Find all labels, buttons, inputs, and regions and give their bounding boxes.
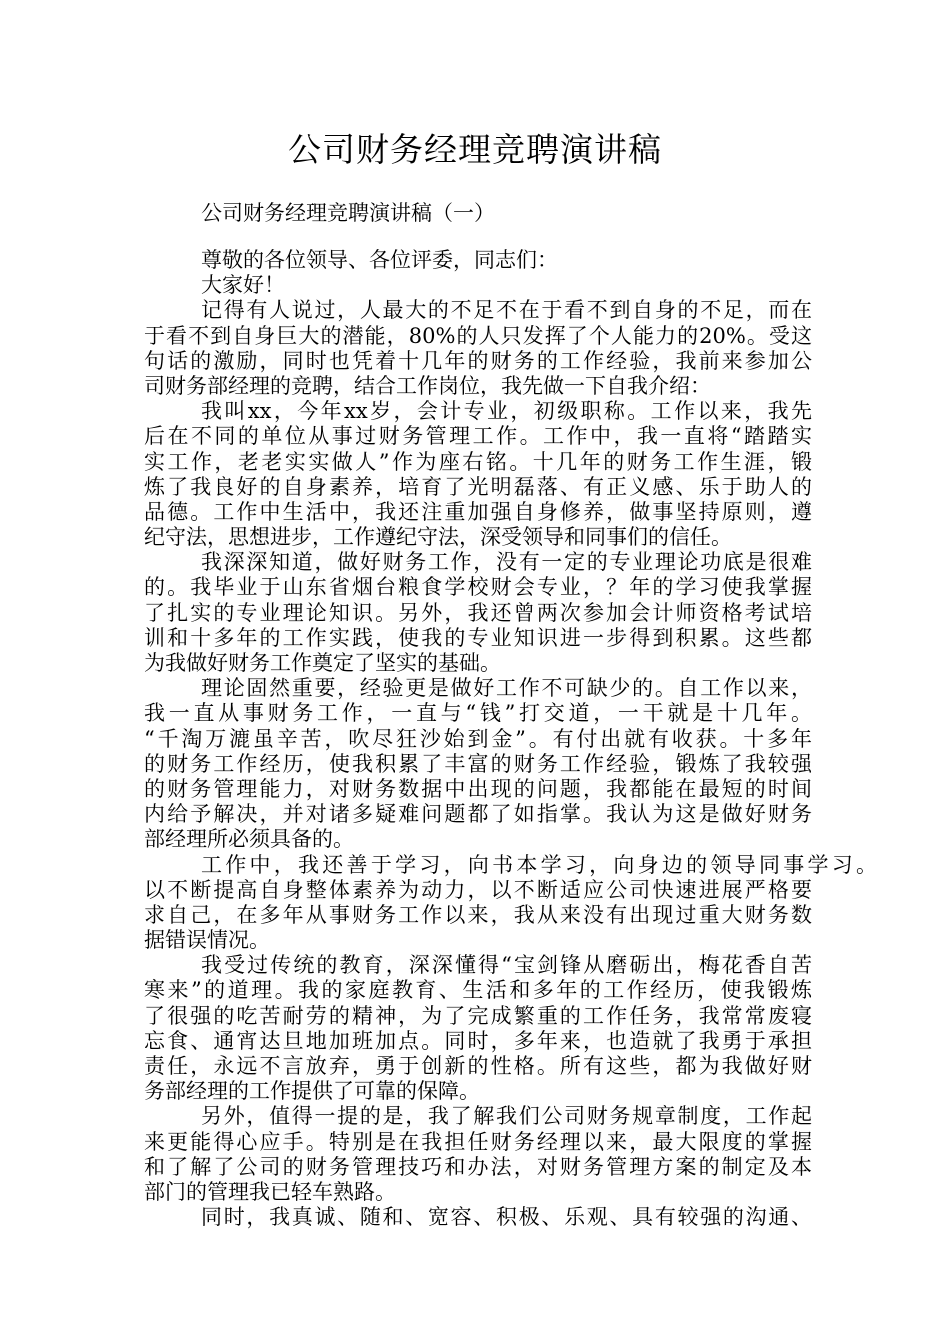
- text-line: 大家好！: [201, 273, 285, 298]
- text-line: 寒来”的道理。我的家庭教育、生活和多年的工作经历，使我锻炼: [144, 978, 812, 1003]
- text-line: 品德。工作中生活中，我还注重加强自身修养，做事坚持原则，遵: [144, 499, 812, 524]
- text-line: “千淘万漉虽辛苦，吹尽狂沙始到金”。有付出就有收获。十多年: [144, 726, 812, 751]
- text-line: 于看不到自身巨大的潜能，80%的人只发挥了个人能力的20%。受这: [144, 323, 812, 348]
- text-line: 据错误情况。: [144, 928, 270, 953]
- document-body: [144, 248, 877, 1230]
- text-line: 另外，值得一提的是，我了解我们公司财务规章制度，工作起: [201, 1104, 812, 1129]
- text-line: 求自己，在多年从事财务工作以来，我从来没有出现过重大财务数: [144, 902, 812, 927]
- text-line: 工作中，我还善于学习，向书本学习，向身边的领导同事学习。: [201, 852, 877, 877]
- text-line: 我一直从事财务工作，一直与“钱”打交道，一干就是十几年。: [144, 701, 812, 726]
- text-line: 后在不同的单位从事过财务管理工作。工作中，我一直将“踏踏实: [144, 424, 812, 449]
- text-line: 记得有人说过，人最大的不足不在于看不到自身的不足，而在: [201, 298, 812, 323]
- document-subtitle: 公司财务经理竞聘演讲稿（一）: [201, 201, 495, 225]
- text-line: 同时，我真诚、随和、宽容、积极、乐观、具有较强的沟通、: [201, 1205, 812, 1230]
- text-line: 句话的激励，同时也凭着十几年的财务的工作经验，我前来参加公: [144, 348, 812, 373]
- text-line: 司财务部经理的竞聘，结合工作岗位，我先做一下自我介绍：: [144, 373, 711, 398]
- text-line: 内给予解决，并对诸多疑难问题都了如指掌。我认为这是做好财务: [144, 802, 812, 827]
- text-line: 来更能得心应手。特别是在我担任财务经理以来，最大限度的掌握: [144, 1129, 812, 1154]
- text-line: 了很强的吃苦耐劳的精神，为了完成繁重的工作任务，我常常废寝: [144, 1003, 812, 1028]
- text-line: 炼了我良好的自身素养，培育了光明磊落、有正义感、乐于助人的: [144, 474, 812, 499]
- text-line: 我叫xx，今年xx岁，会计专业，初级职称。工作以来，我先: [201, 399, 812, 424]
- text-line: 纪守法，思想进步，工作遵纪守法，深受领导和同事们的信任。: [144, 525, 732, 550]
- text-line: 我受过传统的教育，深深懂得“宝剑锋从磨砺出，梅花香自苦: [201, 953, 812, 978]
- text-line: 和了解了公司的财务管理技巧和办法，对财务管理方案的制定及本: [144, 1154, 812, 1179]
- text-line: 尊敬的各位领导、各位评委，同志们：: [201, 248, 558, 272]
- text-line: 为我做好财务工作奠定了坚实的基础。: [144, 651, 501, 675]
- document-title: 公司财务经理竞聘演讲稿: [288, 130, 662, 169]
- text-line: 部经理所必须具备的。: [144, 827, 354, 852]
- text-line: 实工作，老老实实做人”作为座右铭。十几年的财务工作生涯，锻: [144, 449, 812, 474]
- text-line: 的财务管理能力，对财务数据中出现的问题，我都能在最短的时间: [144, 776, 812, 801]
- text-line: 理论固然重要，经验更是做好工作不可缺少的。自工作以来，: [201, 676, 812, 701]
- text-line: 了扎实的专业理论知识。另外，我还曾两次参加会计师资格考试培: [144, 600, 812, 625]
- text-line: 我深深知道，做好财务工作，没有一定的专业理论功底是很难: [201, 550, 812, 575]
- text-line: 以不断提高自身整体素养为动力，以不断适应公司快速进展严格要: [144, 877, 812, 902]
- text-line: 忘食、通宵达旦地加班加点。同时，多年来，也造就了我勇于承担: [144, 1028, 812, 1053]
- text-line: 的。我毕业于山东省烟台粮食学校财会专业，？年的学习使我掌握: [144, 575, 812, 600]
- text-line: 的财务工作经历，使我积累了丰富的财务工作经验，锻炼了我较强: [144, 751, 812, 776]
- text-line: 责任，永远不言放弃，勇于创新的性格。所有这些，都为我做好财: [144, 1054, 812, 1078]
- text-line: 部门的管理我已轻车熟路。: [144, 1179, 396, 1204]
- text-line: 务部经理的工作提供了可靠的保障。: [144, 1079, 480, 1104]
- text-line: 训和十多年的工作实践，使我的专业知识进一步得到积累。这些都: [144, 625, 812, 650]
